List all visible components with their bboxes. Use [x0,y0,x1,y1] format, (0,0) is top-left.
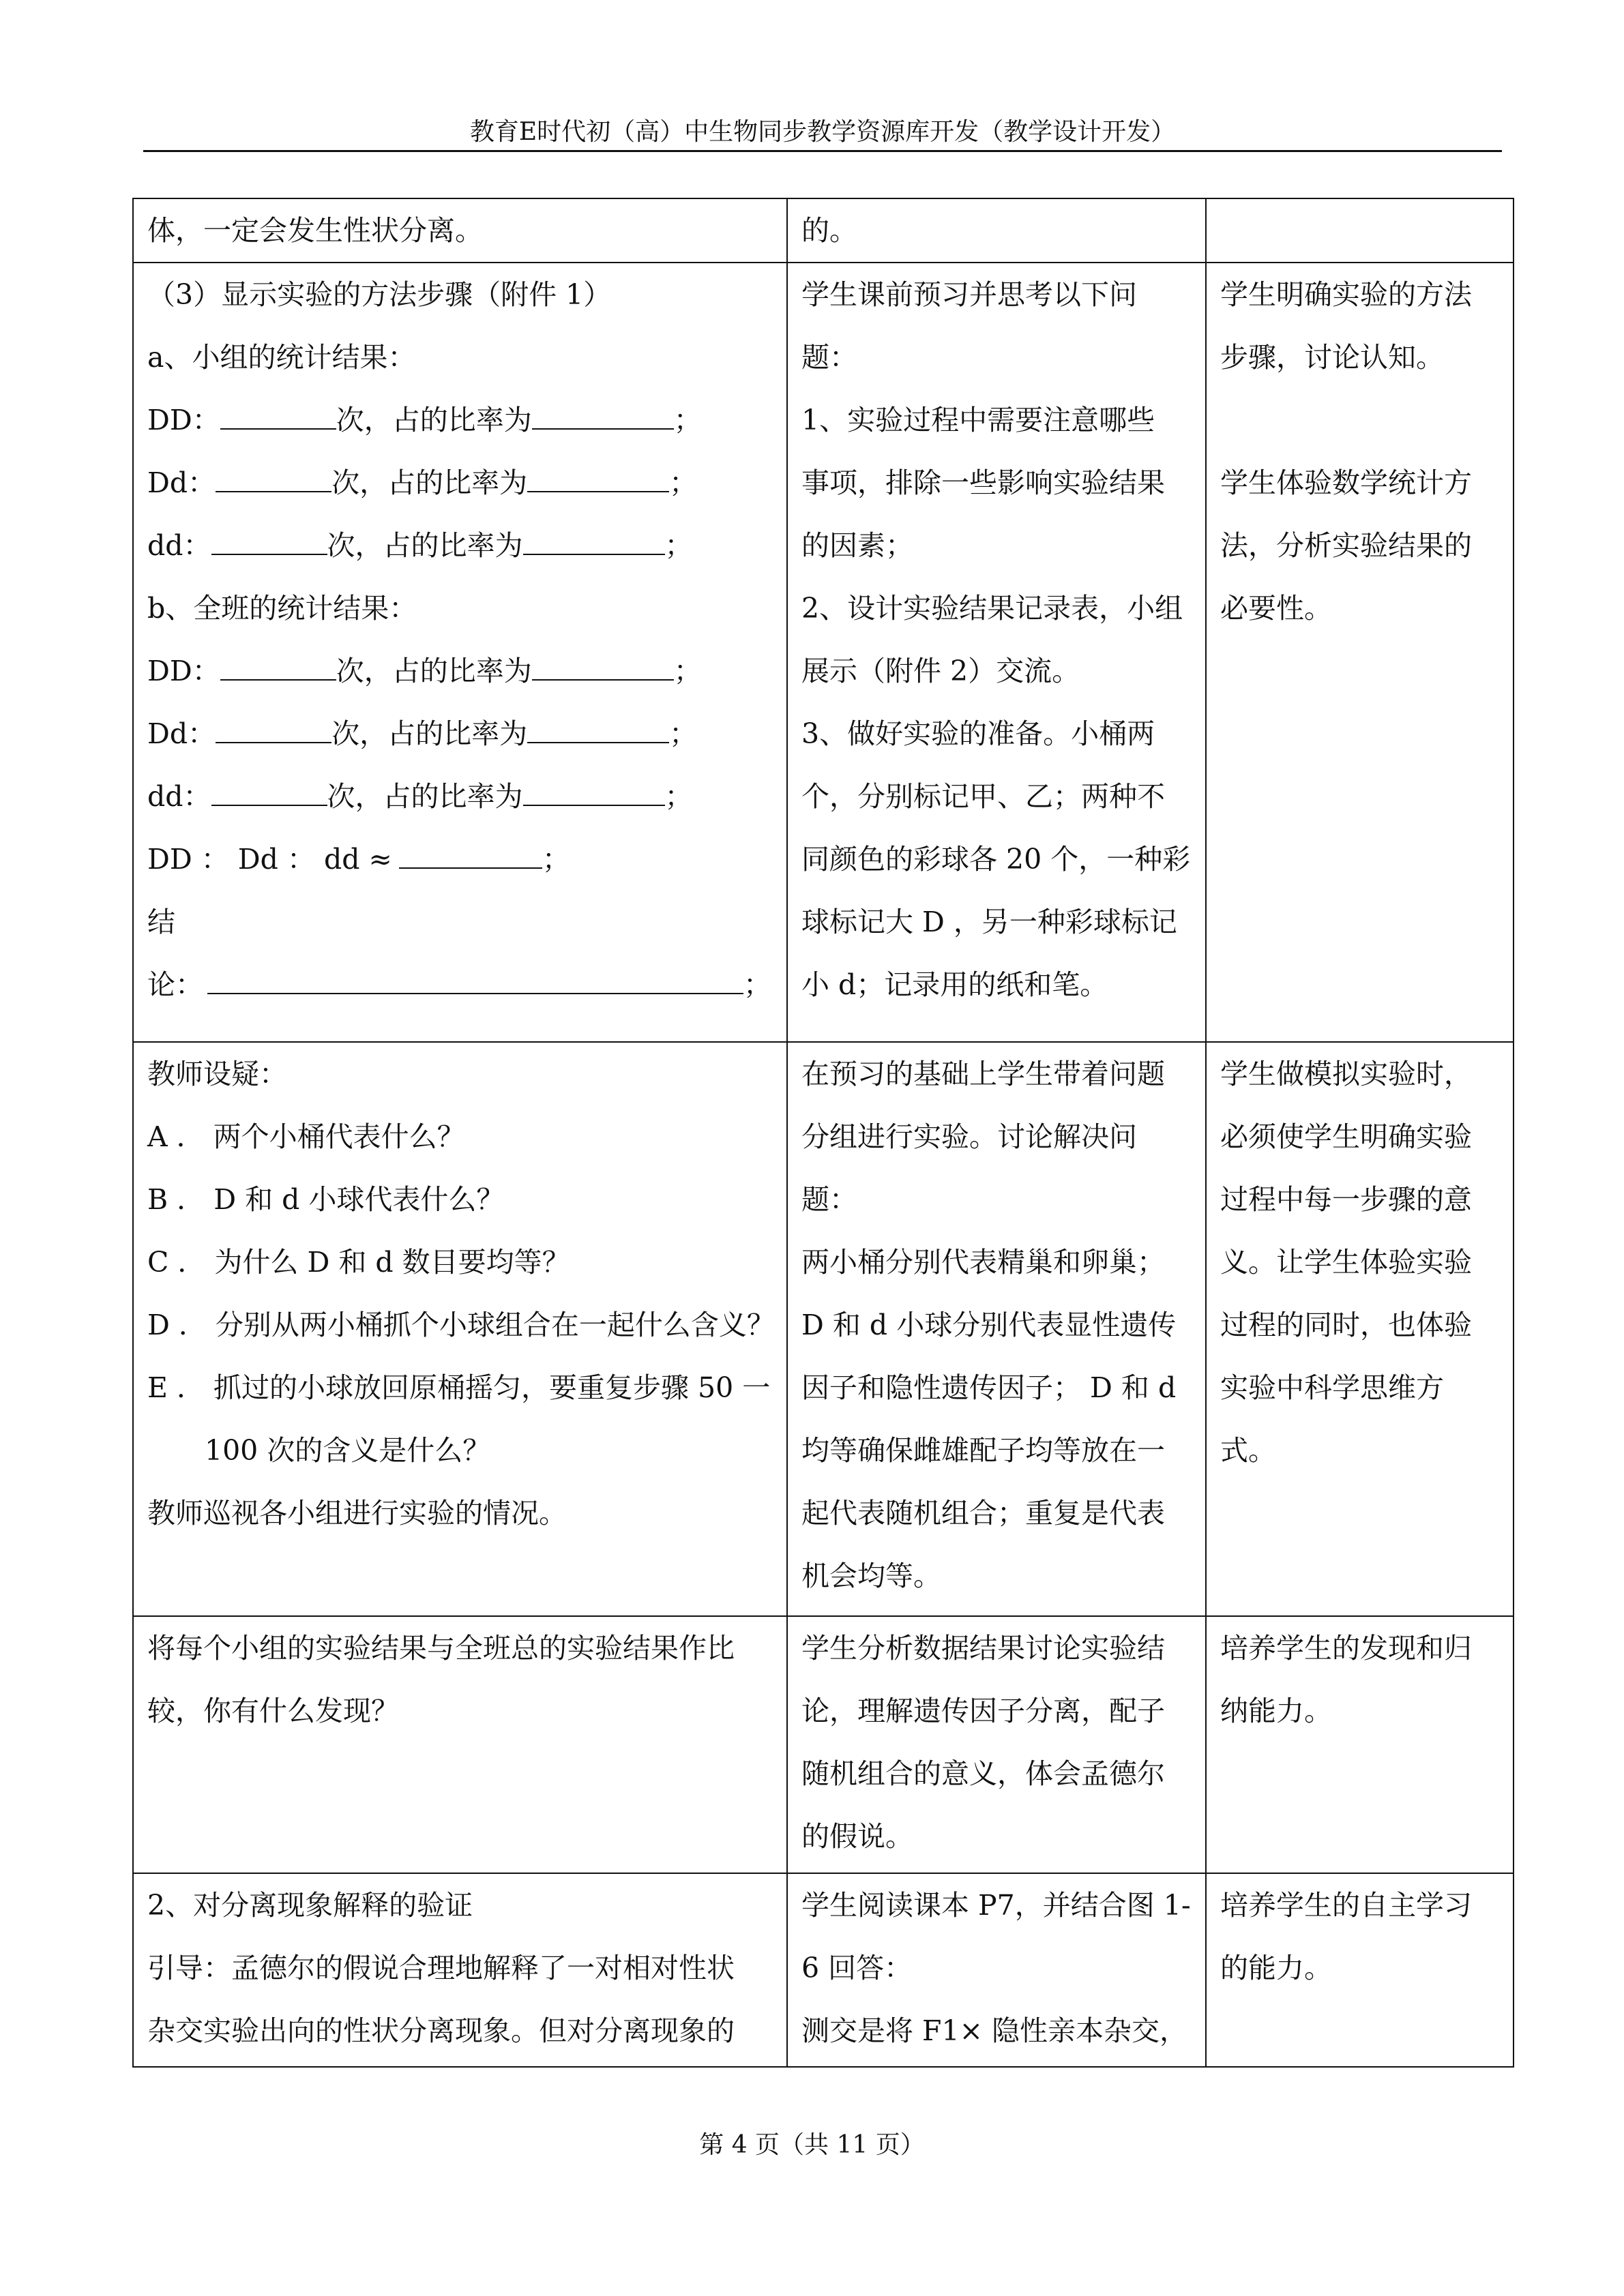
teacher-cell [133,1873,787,2067]
text-line: 随机组合的意义，体会孟德尔 [801,1757,1165,1790]
text-line: 法，分析实验结果的 [1220,529,1472,562]
stat-line: dd： 次，占的比率为 ； [147,780,693,813]
text-line: 两小桶分别代表精巢和卵巢； [801,1246,1165,1279]
blank-field[interactable] [523,784,665,806]
text-line: 引导：孟德尔的假说合理地解释了一对相对性状 [147,1952,735,1984]
text-line: 的能力。 [1220,1952,1332,1984]
student-cell [787,198,1206,263]
text-line: 因子和隐性遗传因子； D 和 d [801,1371,1177,1404]
table-row [133,1042,1514,1616]
teacher-cell [133,1042,787,1616]
text-line: 学生课前预习并思考以下问 [801,278,1137,311]
question-line: E ． 抓过的小球放回原桶摇匀，要重复步骤 50 一 [147,1371,771,1404]
stat-line: DD： 次，占的比率为 ； [147,655,702,687]
text-line: 同颜色的彩球各 20 个，一种彩 [801,843,1191,876]
blank-field[interactable] [211,533,327,555]
blank-field[interactable] [216,721,331,743]
text-line: 题： [801,341,857,374]
text-line: 培养学生的发现和归 [1220,1632,1472,1665]
table-row [133,1873,1514,2067]
blank-field[interactable] [207,972,743,994]
teacher-cell [133,1616,787,1873]
method-title: （3）显示实验的方法步骤（附件 1） [147,278,612,311]
text-line: 2、对分离现象解释的验证 [147,1889,473,1922]
text-line: 过程中每一步骤的意 [1220,1183,1472,1216]
text-line: 3、做好实验的准备。小桶两 [801,717,1155,750]
text-line: 的因素； [801,529,913,562]
student-cell [787,1042,1206,1616]
student-cell [787,263,1206,1042]
text-line: 在预习的基础上学生带着问题 [801,1058,1165,1090]
text-line: 学生阅读课本 P7，并结合图 1- [801,1889,1191,1922]
blank-field[interactable] [211,784,327,806]
text-line: 教师设疑： [147,1058,287,1090]
teacher-cell [133,198,787,263]
text-line: 1、实验过程中需要注意哪些 [801,404,1155,436]
text-line: 分组进行实验。讨论解决问 [801,1120,1137,1153]
text-line: 学生做模拟实验时， [1220,1058,1472,1090]
intent-cell [1206,263,1514,1042]
blank-field[interactable] [532,659,674,681]
text-line: 题： [801,1183,857,1216]
text-line: 事项，排除一些影响实验结果 [801,466,1165,499]
student-cell [787,1873,1206,2067]
text-line: 学生分析数据结果讨论实验结 [801,1632,1165,1665]
blank-field[interactable] [527,721,669,743]
text-line: 球标记大 D ，另一种彩球标记 [801,906,1177,938]
blank-field[interactable] [532,408,674,430]
question-line: B ． D 和 d 小球代表什么？ [147,1183,505,1216]
text-line: 2、设计实验结果记录表，小组 [801,592,1183,625]
text-line: 6 回答： [801,1952,913,1984]
text-line: D 和 d 小球分别代表显性遗传 [801,1309,1177,1341]
text-line: 杂交实验出向的性状分离现象。但对分离现象的 [147,2014,735,2047]
page-header: 教育E时代初（高）中生物同步教学资源库开发（教学设计开发） [469,118,1176,146]
text-line: 过程的同时，也体验 [1220,1309,1472,1341]
blank-field[interactable] [523,533,665,555]
text-line: 学生明确实验的方法 [1220,278,1472,311]
text-line: 体，一定会发生性状分离。 [147,214,483,247]
lesson-table [132,198,1514,2068]
page-footer: 第 4 页（共 11 页） [699,2131,925,2159]
text-line: 纳能力。 [1220,1695,1332,1727]
intent-cell [1206,198,1514,263]
teacher-cell [133,263,787,1042]
text-line: 学生体验数学统计方 [1220,466,1472,499]
question-line: A ． 两个小桶代表什么？ [147,1120,465,1153]
text-line: 的。 [801,214,857,247]
text-line: 较，你有什么发现？ [147,1695,399,1727]
blank-field[interactable] [220,408,336,430]
text-line: 的假说。 [801,1820,913,1853]
table-row [133,1616,1514,1873]
text-line: 将每个小组的实验结果与全班总的实验结果作比 [147,1632,735,1665]
text-line: 必要性。 [1220,592,1332,625]
text-line: 均等确保雌雄配子均等放在一 [801,1434,1165,1467]
text-line: 式。 [1220,1434,1276,1467]
blank-field[interactable] [216,471,331,492]
group-heading: a、小组的统计结果： [147,341,416,374]
student-cell [787,1616,1206,1873]
question-line: C ． 为什么 D 和 d 数目要均等？ [147,1246,570,1279]
stat-line: Dd： 次，占的比率为 ； [147,466,698,499]
blank-field[interactable] [527,471,669,492]
intent-cell [1206,1616,1514,1873]
text-line: 测交是将 F1× 隐性亲本杂交， [801,2014,1187,2047]
text-line: 义。让学生体验实验 [1220,1246,1472,1279]
text-line: 步骤，讨论认知。 [1220,341,1444,374]
text-line: 必须使学生明确实验 [1220,1120,1472,1153]
question-line: 100 次的含义是什么？ [205,1434,491,1467]
stat-line: DD： 次，占的比率为 ； [147,404,702,436]
text-line: 个，分别标记甲、乙；两种不 [801,780,1165,813]
intent-cell [1206,1042,1514,1616]
stat-line: Dd： 次，占的比率为 ； [147,717,698,750]
class-heading: b、全班的统计结果： [147,592,417,625]
text-line: 培养学生的自主学习 [1220,1889,1472,1922]
header-rule [143,150,1502,152]
conclusion-line: 论： ； [147,968,771,1001]
text-line: 实验中科学思维方 [1220,1371,1444,1404]
text-line: 展示（附件 2）交流。 [801,655,1080,687]
text-line: 教师巡视各小组进行实验的情况。 [147,1497,567,1530]
blank-field[interactable] [220,659,336,681]
text-line: 论，理解遗传因子分离，配子 [801,1695,1165,1727]
question-line: D ． 分别从两小桶抓个小球组合在一起什么含义？ [147,1309,775,1341]
ratio-line: DD ： Dd ： dd ≈ ； [147,843,570,876]
table-row [133,263,1514,1042]
stat-line: dd： 次，占的比率为 ； [147,529,693,562]
text-line: 起代表随机组合；重复是代表 [801,1497,1165,1530]
table-row [133,198,1514,263]
blank-field[interactable] [399,847,542,869]
conclusion-line: 结 [147,906,175,938]
text-line: 机会均等。 [801,1560,941,1592]
spacer [1220,389,1499,451]
intent-cell [1206,1873,1514,2067]
text-line: 小 d；记录用的纸和笔。 [801,968,1108,1001]
